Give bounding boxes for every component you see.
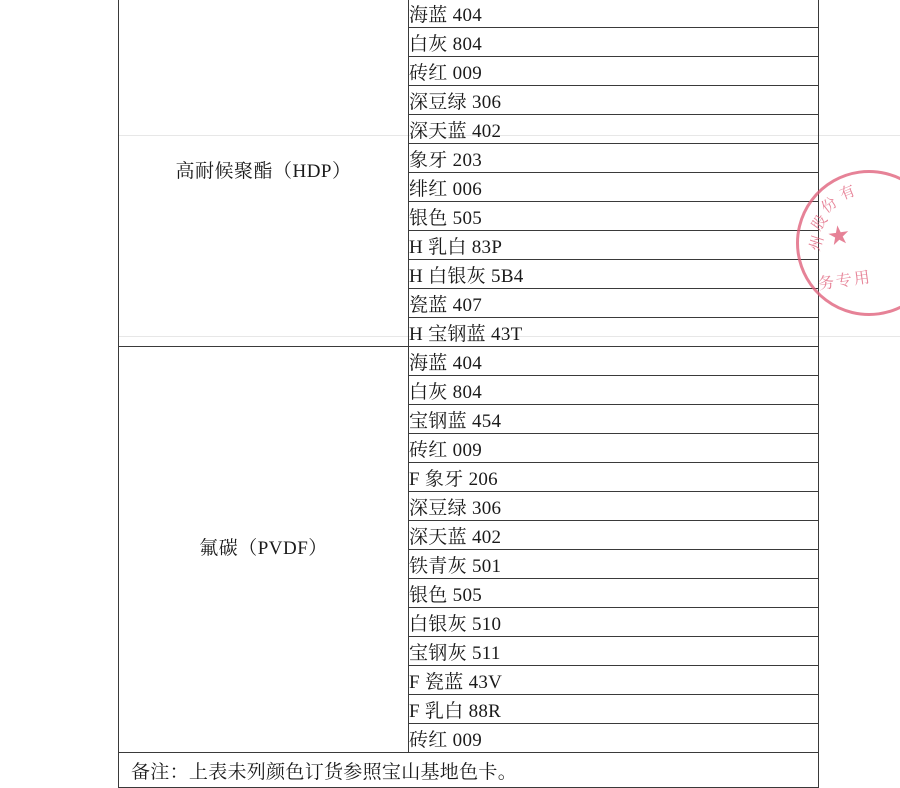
color-cell: 宝钢灰 511 (409, 637, 819, 666)
table-body (119, 0, 819, 788)
color-cell: 深天蓝 402 (409, 115, 819, 144)
seal-star-icon: ★ (825, 219, 853, 252)
color-cell: 银色 505 (409, 202, 819, 231)
color-cell: F 瓷蓝 43V (409, 666, 819, 695)
color-cell: H 乳白 83P (409, 231, 819, 260)
table-row (119, 0, 819, 28)
color-cell: 瓷蓝 407 (409, 289, 819, 318)
color-cell: F 象牙 206 (409, 463, 819, 492)
color-cell: 深豆绿 306 (409, 492, 819, 521)
category-label: 氟碳（PVDF） (199, 538, 328, 560)
color-cell: H 宝钢蓝 43T (409, 318, 819, 347)
color-cell: 绯红 006 (409, 173, 819, 202)
color-cell: 深豆绿 306 (409, 86, 819, 115)
color-cell: 海蓝 404 (409, 347, 819, 376)
color-cell: 砖红 009 (409, 724, 819, 753)
color-cell: 铁青灰 501 (409, 550, 819, 579)
color-cell: 白银灰 510 (409, 608, 819, 637)
table-row-note (119, 753, 819, 788)
color-cell: 银色 505 (409, 579, 819, 608)
color-cell: 砖红 009 (409, 434, 819, 463)
color-cell: 象牙 203 (409, 144, 819, 173)
seal-arc-text: 州 股 份 有 (807, 183, 858, 253)
page-left-margin (0, 0, 118, 754)
color-cell: 砖红 009 (409, 57, 819, 86)
category-cell-pvdf (119, 347, 409, 753)
color-cell: H 白银灰 5B4 (409, 260, 819, 289)
color-options-table (118, 0, 819, 788)
color-cell: 海蓝 404 (409, 0, 819, 28)
seal-bottom-text: 务专用 (817, 269, 874, 294)
color-cell: 白灰 804 (409, 376, 819, 405)
color-cell: 宝钢蓝 454 (409, 405, 819, 434)
color-cell: 白灰 804 (409, 28, 819, 57)
table-row (119, 347, 819, 376)
color-cell: 深天蓝 402 (409, 521, 819, 550)
note-cell: 备注：上表未列颜色订货参照宝山基地色卡。 (119, 753, 819, 788)
category-cell-hdp (119, 0, 409, 347)
category-label: 高耐候聚酯（HDP） (175, 161, 352, 183)
color-cell: F 乳白 88R (409, 695, 819, 724)
